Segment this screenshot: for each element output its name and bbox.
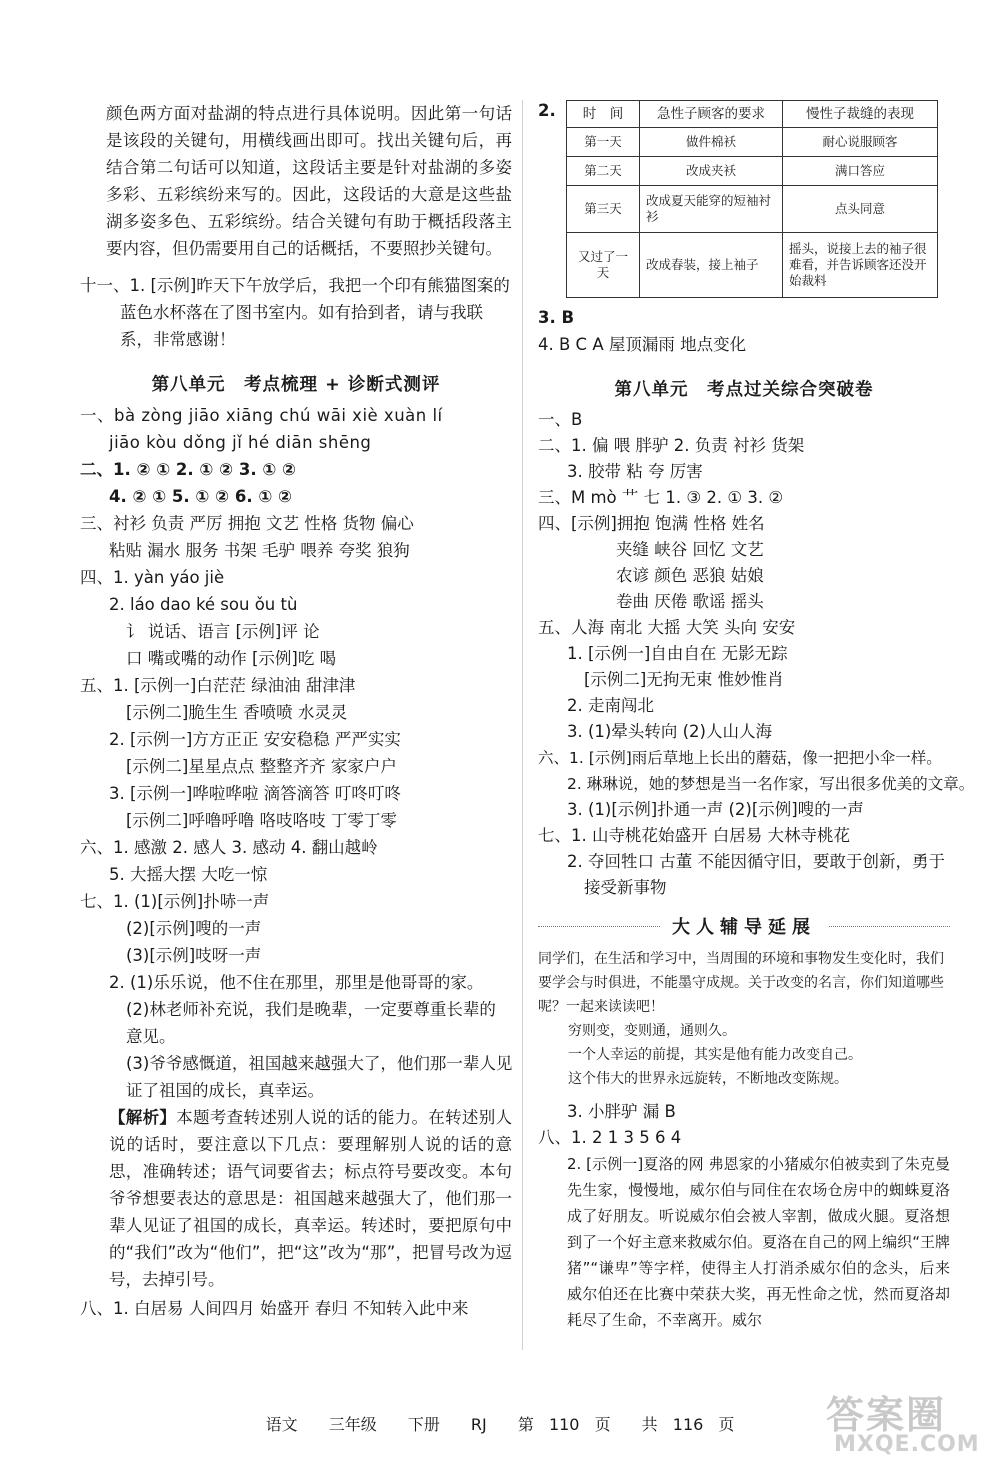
table-row xyxy=(567,157,938,186)
r3-line: 3. B xyxy=(538,308,575,327)
table-row xyxy=(567,128,938,157)
table-cell: 点头同意 xyxy=(783,186,938,233)
footer-edition: RJ xyxy=(470,1415,487,1434)
quote-2: 一个人幸运的前提，其实是他有能力改变自己。 xyxy=(568,1047,862,1063)
q5-line4: [示例二]星星点点 整整齐齐 家家户户 xyxy=(126,757,397,776)
table-header-row xyxy=(567,101,938,128)
q11-line3: 系，非常感谢！ xyxy=(120,330,236,349)
b4-line2: 夹缝 峡谷 回忆 文艺 xyxy=(616,540,764,559)
table-cell: 第二天 xyxy=(567,157,640,186)
q2-line2: 4. ② ① 5. ① ② 6. ① ② xyxy=(109,487,293,506)
b8-paragraph: 2. [示例一]夏洛的网 弗恩家的小猪威尔伯被卖到了朱克曼先生家，慢慢地，威尔伯与同住在农场仓房中的蜘蛛夏洛成了好朋友。听说威尔伯会被人宰割，做成火腿。夏洛想到了一个好主意来救威尔伯。夏洛在自己的网上编织“王牌猪”“谦卑”等字样，使得主人打消杀威尔伯的念头，后来威尔伯还在比赛中荣获大奖，再无性命之忧，然而夏洛却耗尽了生命，不幸离开。威尔 xyxy=(567,1155,950,1329)
footer-page: 第 110 页 xyxy=(517,1415,611,1434)
q5-line3: 2. [示例一]方方正正 安安稳稳 严严实实 xyxy=(109,730,401,749)
quote-3: 这个伟大的世界永远旋转，不断地改变陈规。 xyxy=(568,1071,848,1087)
q7-line6: 意见。 xyxy=(126,1027,176,1046)
b7-line4: 3. 小胖驴 漏 B xyxy=(567,1102,676,1121)
q7-line4: 2. (1)乐乐说，他不住在那里，那里是他哥哥的家。 xyxy=(109,973,484,992)
extension-box-title xyxy=(538,913,950,939)
jiexi-text: 本题考查转述别人说的话的能力。在转述别人说的话时，要注意以下几点：要理解别人说的话的意思，准确转述；语气词要省去；标点符号要改变。本句爷爷想要表达的意思是：祖国越来越强大了，他们那一辈人见证了祖国的成长，真幸运。转述时，要把原句中的“我们”改为“他们”，把“这”改为“那”，把冒号改为逗号，去掉引号。 xyxy=(109,1108,513,1289)
b4-line4: 卷曲 厌倦 歌谣 摇头 xyxy=(616,592,764,611)
b3-line: 三、M mò 艹 七 1. ③ 2. ① 3. ② xyxy=(538,488,784,507)
table-row xyxy=(567,233,938,298)
column-divider xyxy=(522,100,523,1350)
table-row xyxy=(567,186,938,233)
q4-line4: ⼝ 嘴或嘴的动作 [示例]吃 喝 xyxy=(126,649,337,668)
table-cell: 又过了一天 xyxy=(567,233,640,298)
watermark-text: 答案圈 xyxy=(826,1392,947,1437)
q7-line1: 七、1. (1)[示例]扑哧一声 xyxy=(80,892,270,911)
q3-line1: 三、衬衫 负责 严厉 拥抱 文艺 性格 货物 偏心 xyxy=(80,514,414,533)
q5-line5: 3. [示例一]哗啦哗啦 滴答滴答 叮咚叮咚 xyxy=(109,784,401,803)
answer-table xyxy=(566,100,938,298)
b2-line2: 3. 胶带 粘 夸 厉害 xyxy=(567,462,703,481)
b4-line3: 农谚 颜色 恶狼 姑娘 xyxy=(616,566,764,585)
b6-line1: 六、1. [示例]雨后草地上长出的蘑菇，像一把把小伞一样。 xyxy=(538,749,942,767)
unit8-review-title: 第八单元 考点梳理 + 诊断式测评 xyxy=(151,375,441,395)
footer-volume: 下册 xyxy=(407,1415,440,1434)
table-cell: 满口答应 xyxy=(783,157,938,186)
q3-line2: 粘贴 漏水 服务 书架 毛驴 喂养 夸奖 狼狗 xyxy=(109,541,410,560)
b5-line4: 2. 走南闯北 xyxy=(567,696,654,715)
footer-total: 共 116 页 xyxy=(641,1415,735,1434)
b5-line5: 3. (1)晕头转向 (2)人山人海 xyxy=(567,722,772,741)
table-header-cell: 慢性子裁缝的表现 xyxy=(783,101,938,128)
b4-line1: 四、[示例]拥抱 饱满 性格 姓名 xyxy=(538,514,765,533)
b5-line1: 五、人海 南北 大摇 大笑 头向 安安 xyxy=(538,618,796,637)
q7-line3: (3)[示例]吱呀一声 xyxy=(126,946,262,965)
q7-line5: (2)林老师补充说，我们是晚辈，一定要尊重长辈的 xyxy=(126,1000,496,1019)
jiexi-label: 【解析】 xyxy=(109,1108,177,1127)
unit8-test-title: 第八单元 考点过关综合突破卷 xyxy=(614,380,874,400)
table-question-number: 2. xyxy=(538,101,556,120)
q4-line2: 2. láo dao ké sou ǒu tù xyxy=(109,595,298,614)
pinyin-line2: jiāo kòu dǒng jǐ hé diān shēng xyxy=(109,433,372,452)
extension-title-text: 大人辅导延展 xyxy=(660,917,828,938)
q5-line2: [示例二]脆生生 香喷喷 水灵灵 xyxy=(126,703,348,722)
watermark-logo xyxy=(808,1378,988,1462)
b8-line1: 八、1. 2 1 3 5 6 4 xyxy=(538,1128,682,1147)
table-cell: 做件棉袄 xyxy=(640,128,783,157)
q5-line6: [示例二]呼噜呼噜 咯吱咯吱 丁零丁零 xyxy=(126,811,397,830)
q6-line2: 5. 大摇大摆 大吃一惊 xyxy=(109,865,268,884)
jiexi-paragraph xyxy=(80,1104,512,1293)
table-cell: 改成夹袄 xyxy=(640,157,783,186)
b6-line3: 3. (1)[示例]扑通一声 (2)[示例]嗖的一声 xyxy=(567,800,864,819)
q11-line2: 蓝色水杯落在了图书室内。如有拾到者，请与我联 xyxy=(120,303,483,322)
b2-line1: 二、1. 偏 喂 胖驴 2. 负责 衬衫 货架 xyxy=(538,436,805,455)
right-column xyxy=(538,100,975,1333)
q5-line1: 五、1. [示例一]白茫茫 绿油油 甜津津 xyxy=(80,676,356,695)
table-header-cell: 时 间 xyxy=(567,101,640,128)
analysis-paragraph: 颜色两方面对盐湖的特点进行具体说明。因此第一句话是该段的关键句，用横线画出即可。找出关键句后，再结合第二句话可以知道，这段话主要是针对盐湖的多姿多彩、五彩缤纷来写的。因此，这段话的大意是这些盐湖多姿多色、五彩缤纷。结合关键句有助于概括段落主要内容，但仍需要用自己的话概括，不要照抄关键句。 xyxy=(106,104,512,258)
table-cell: 摇头，说接上去的袖子很难看，并告诉顾客还没开始裁料 xyxy=(783,233,938,298)
table-cell: 耐心说服顾客 xyxy=(783,128,938,157)
quote-1: 穷则变，变则通，通则久。 xyxy=(568,1023,736,1039)
q4-line3: 讠 说话、语言 [示例]评 论 xyxy=(126,622,320,641)
q2-line1: 二、1. ② ① 2. ① ② 3. ① ② xyxy=(80,460,297,479)
watermark-url: MXQE.COM xyxy=(834,1432,980,1457)
left-column xyxy=(80,100,512,1322)
pinyin-line1: 一、bà zòng jiāo xiāng chú wāi xiè xuàn lí xyxy=(80,406,443,425)
q6-line1: 六、1. 感激 2. 感人 3. 感动 4. 翻山越岭 xyxy=(80,838,378,857)
b7-line2: 2. 夺回牲口 古董 不能因循守旧，要敢于创新，勇于 xyxy=(567,852,945,871)
b7-line1: 七、1. 山寺桃花始盛开 白居易 大林寺桃花 xyxy=(538,826,850,845)
b5-line3: [示例二]无拘无束 惟妙惟肖 xyxy=(584,670,784,689)
b1-line: 一、B xyxy=(538,410,583,429)
table-header-cell: 急性子顾客的要求 xyxy=(640,101,783,128)
q8-line1: 八、1. 白居易 人间四月 始盛开 春归 不知转入此中来 xyxy=(80,1299,469,1318)
q11-line1: 十一、1. [示例]昨天下午放学后，我把一个印有熊猫图案的 xyxy=(80,276,510,295)
r4-line: 4. B C A 屋顶漏雨 地点变化 xyxy=(538,335,747,354)
footer-subject: 语文 xyxy=(265,1415,298,1434)
table-cell: 第三天 xyxy=(567,186,640,233)
q7-line8: 证了祖国的成长，真幸运。 xyxy=(126,1081,324,1100)
b5-line2: 1. [示例一]自由自在 无影无踪 xyxy=(567,644,788,663)
b6-line2: 2. 琳琳说，她的梦想是当一名作家，写出很多优美的文章。 xyxy=(567,775,975,793)
table-cell: 改成春装，接上袖子 xyxy=(640,233,783,298)
table-cell: 第一天 xyxy=(567,128,640,157)
extension-intro: 同学们，在生活和学习中，当周围的环境和事物发生变化时，我们要学会与时俱进，不能墨守成规。关于改变的名言，你们知道哪些呢？一起来读读吧！ xyxy=(538,951,944,1015)
q4-line1: 四、1. yàn yáo jiè xyxy=(80,568,225,587)
b7-line3: 接受新事物 xyxy=(584,878,667,897)
q7-line7: (3)爷爷感慨道，祖国越来越强大了，他们那一辈人见 xyxy=(126,1054,513,1073)
footer-grade: 三年级 xyxy=(328,1415,377,1434)
table-cell: 改成夏天能穿的短袖衬衫 xyxy=(640,186,783,233)
q7-line2: (2)[示例]嗖的一声 xyxy=(126,919,262,938)
